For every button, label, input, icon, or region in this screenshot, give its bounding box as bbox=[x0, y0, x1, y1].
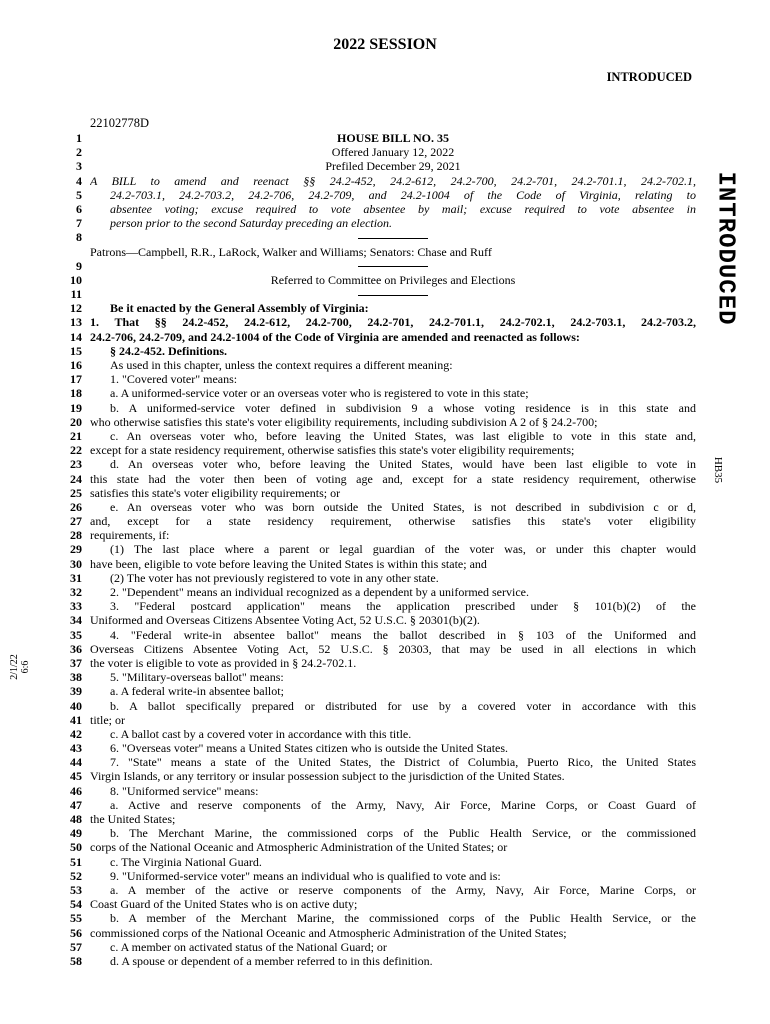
line-text: Coast Guard of the United States who is on active duty; bbox=[90, 897, 358, 912]
line-text: title; or bbox=[90, 712, 125, 727]
line-text: Virgin Islands, or any territory or insular possession subject to the jurisdiction of the United States. bbox=[90, 769, 565, 784]
bill-line bbox=[60, 287, 696, 301]
line-text: A BILL to amend and reenact §§ 24.2-452, 24.2-612, 24.2-700, 24.2-701, 24.2-701.1, 24.2-702.1, bbox=[90, 173, 696, 188]
bill-line bbox=[60, 557, 696, 571]
line-text: d. An overseas voter who, before leaving the United States, would have been last eligible to vote in bbox=[110, 457, 696, 472]
bill-line bbox=[60, 230, 696, 244]
line-text bbox=[90, 230, 696, 244]
line-text bbox=[90, 259, 696, 273]
line-text: (2) The voter has not previously registered to vote in any other state. bbox=[110, 570, 439, 585]
line-number: 53 bbox=[70, 882, 82, 897]
line-text: b. A member of the Merchant Marine, the commissioned corps of the Public Health Service, or the bbox=[110, 911, 696, 926]
bill-line bbox=[60, 713, 696, 727]
vertical-introduced-label: INTRODUCED bbox=[711, 171, 739, 326]
line-number: 3 bbox=[76, 159, 82, 174]
line-text: a. A member of the active or reserve components of the Army, Navy, Air Force, Marine Corps, or bbox=[110, 882, 696, 897]
line-number: 25 bbox=[70, 485, 82, 500]
line-text: Uniformed and Overseas Citizens Absentee Voting Act, 52 U.S.C. § 20301(b)(2). bbox=[90, 613, 480, 628]
bill-line bbox=[60, 727, 696, 741]
bill-line bbox=[60, 386, 696, 400]
bill-line bbox=[60, 429, 696, 443]
bill-text bbox=[60, 131, 696, 968]
line-text: a. A federal write-in absentee ballot; bbox=[110, 684, 284, 699]
line-number: 39 bbox=[70, 684, 82, 699]
line-text: e. An overseas voter who was born outside the United States, is not described in subdivision c or d, bbox=[110, 499, 696, 514]
line-text: the voter is eligible to vote as provided in § 24.2-702.1. bbox=[90, 655, 357, 670]
line-number: 20 bbox=[70, 414, 82, 429]
line-text: a. Active and reserve components of the Army, Navy, Air Force, Marine Corps, or Coast Guard of bbox=[110, 797, 696, 812]
line-text: c. An overseas voter who, before leaving the United States, was last eligible to vote in this state and, bbox=[110, 428, 696, 443]
line-number: 54 bbox=[70, 897, 82, 912]
line-number: 56 bbox=[70, 925, 82, 940]
bill-line bbox=[60, 755, 696, 769]
line-number: 26 bbox=[70, 499, 82, 514]
line-text: Prefiled December 29, 2021 bbox=[325, 159, 461, 174]
line-number: 46 bbox=[70, 783, 82, 798]
line-text: c. The Virginia National Guard. bbox=[110, 854, 262, 869]
line-number: 22 bbox=[70, 443, 82, 458]
bill-line bbox=[60, 798, 696, 812]
line-number: 9 bbox=[76, 258, 82, 273]
bill-line bbox=[60, 585, 696, 599]
line-number: 42 bbox=[70, 726, 82, 741]
line-text: Patrons—Campbell, R.R., LaRock, Walker and Williams; Senators: Chase and Ruff bbox=[90, 244, 492, 259]
bill-line bbox=[60, 628, 696, 642]
line-text: satisfies this state's voter eligibility requirements; or bbox=[90, 485, 341, 500]
separator-rule bbox=[358, 295, 428, 296]
bill-line bbox=[60, 259, 696, 273]
separator-rule bbox=[358, 266, 428, 267]
line-number: 49 bbox=[70, 826, 82, 841]
bill-line bbox=[60, 131, 696, 145]
bill-line bbox=[60, 656, 696, 670]
line-number: 51 bbox=[70, 854, 82, 869]
line-text: corps of the National Oceanic and Atmospheric Administration of the United States; or bbox=[90, 840, 508, 855]
bill-line bbox=[60, 528, 696, 542]
bill-line bbox=[60, 826, 696, 840]
bill-line bbox=[60, 315, 696, 329]
line-number: 34 bbox=[70, 613, 82, 628]
line-text: except for a state residency requirement, otherwise satisfies this state's voter eligibility requirements; bbox=[90, 443, 575, 458]
line-number: 21 bbox=[70, 428, 82, 443]
bill-line bbox=[60, 358, 696, 372]
line-text: c. A ballot cast by a covered voter in accordance with this title. bbox=[110, 726, 412, 741]
line-text: 9. "Uniformed-service voter" means an individual who is qualified to vote and is: bbox=[110, 868, 501, 883]
bill-line bbox=[60, 812, 696, 826]
line-text: 24.2-703.1, 24.2-703.2, 24.2-706, 24.2-709, and 24.2-1004 of the Code of Virginia, relating to bbox=[110, 187, 696, 202]
line-text: Overseas Citizens Absentee Voting Act, 52 U.S.C. § 20303, that may be used in all elections in which bbox=[90, 641, 696, 656]
separator-rule bbox=[358, 238, 428, 239]
line-number: 24 bbox=[70, 471, 82, 486]
bill-line bbox=[60, 911, 696, 925]
line-number: 29 bbox=[70, 542, 82, 557]
line-number bbox=[60, 245, 82, 259]
bill-line bbox=[60, 769, 696, 783]
line-number: 10 bbox=[70, 272, 82, 287]
line-number: 43 bbox=[70, 741, 82, 756]
line-number: 50 bbox=[70, 840, 82, 855]
line-number: 57 bbox=[70, 939, 82, 954]
bill-line bbox=[60, 542, 696, 556]
bill-line bbox=[60, 273, 696, 287]
line-number: 19 bbox=[70, 400, 82, 415]
bill-line bbox=[60, 159, 696, 173]
bill-line bbox=[60, 926, 696, 940]
bill-line bbox=[60, 883, 696, 897]
bill-line bbox=[60, 301, 696, 315]
bill-line bbox=[60, 202, 696, 216]
line-text: § 24.2-452. Definitions. bbox=[110, 343, 227, 358]
line-number: 27 bbox=[70, 514, 82, 529]
bill-line bbox=[60, 684, 696, 698]
line-number: 1 bbox=[76, 131, 82, 145]
bill-line bbox=[60, 954, 696, 968]
date-stamp: 2/1/22 6:6 bbox=[9, 654, 31, 680]
bill-line bbox=[60, 401, 696, 415]
line-text: c. A member on activated status of the National Guard; or bbox=[110, 939, 387, 954]
line-number: 7 bbox=[76, 216, 82, 231]
line-text: 8. "Uniformed service" means: bbox=[110, 783, 259, 798]
line-text: b. A ballot specifically prepared or distributed for use by a covered voter in accordance with this bbox=[110, 698, 696, 713]
line-number: 31 bbox=[70, 570, 82, 585]
line-number: 18 bbox=[70, 386, 82, 401]
bill-line bbox=[60, 457, 696, 471]
line-text: Offered January 12, 2022 bbox=[331, 145, 455, 160]
line-number: 17 bbox=[70, 372, 82, 387]
line-number: 28 bbox=[70, 528, 82, 543]
line-text: and, except for a state residency requirement, otherwise satisfies this state's voter eligibility bbox=[90, 514, 696, 529]
line-number: 40 bbox=[70, 698, 82, 713]
bill-line bbox=[60, 372, 696, 386]
line-text: 1. "Covered voter" means: bbox=[110, 372, 238, 387]
line-number: 5 bbox=[76, 187, 82, 202]
line-number: 30 bbox=[70, 556, 82, 571]
bill-line bbox=[60, 472, 696, 486]
line-number: 23 bbox=[70, 457, 82, 472]
line-text: 1. That §§ 24.2-452, 24.2-612, 24.2-700, 24.2-701, 24.2-701.1, 24.2-702.1, 24.2-703.1, 24.2-703.2, bbox=[90, 315, 696, 330]
line-number: 58 bbox=[70, 953, 82, 968]
line-number: 47 bbox=[70, 797, 82, 812]
line-text: b. A uniformed-service voter defined in subdivision 9 a whose voting residence is in this state and bbox=[110, 400, 696, 415]
bill-line bbox=[60, 245, 696, 259]
status-label: INTRODUCED bbox=[606, 70, 692, 84]
line-text: d. A spouse or dependent of a member referred to in this definition. bbox=[110, 953, 433, 968]
line-number: 38 bbox=[70, 670, 82, 685]
line-number: 55 bbox=[70, 911, 82, 926]
line-text: the United States; bbox=[90, 812, 176, 826]
bill-line bbox=[60, 599, 696, 613]
line-text: 24.2-706, 24.2-709, and 24.2-1004 of the Code of Virginia are amended and reenacted as follows: bbox=[90, 329, 580, 344]
line-text: b. The Merchant Marine, the commissioned corps of the Public Health Service, or the commissioned bbox=[110, 826, 696, 841]
bill-line bbox=[60, 188, 696, 202]
line-number: 12 bbox=[70, 301, 82, 316]
line-text: absentee voting; excuse required to vote absentee by mail; excuse required to vote absentee in bbox=[110, 201, 696, 216]
bill-line bbox=[60, 571, 696, 585]
line-number: 35 bbox=[70, 627, 82, 642]
session-title: 2022 SESSION bbox=[333, 36, 437, 53]
bill-line bbox=[60, 443, 696, 457]
bill-line bbox=[60, 500, 696, 514]
line-text: person prior to the second Saturday preceding an election. bbox=[110, 216, 393, 231]
line-text: this state had the voter then been of voting age and, except for a state residency requirement, otherwise bbox=[90, 471, 696, 486]
bill-line bbox=[60, 897, 696, 911]
line-text: 6. "Overseas voter" means a United States citizen who is outside the United States. bbox=[110, 741, 509, 756]
line-text: HOUSE BILL NO. 35 bbox=[336, 131, 450, 145]
line-number: 41 bbox=[70, 712, 82, 727]
line-text: 3. "Federal postcard application" means the application prescribed under § 101(b)(2) of the bbox=[110, 599, 696, 614]
line-text: 4. "Federal write-in absentee ballot" means the ballot described in § 103 of the Uniformed and bbox=[110, 627, 696, 642]
bill-line bbox=[60, 670, 696, 684]
bill-line bbox=[60, 699, 696, 713]
line-number: 16 bbox=[70, 358, 82, 372]
line-text: 2. "Dependent" means an individual recognized as a dependent by a uniformed service. bbox=[110, 585, 529, 599]
line-number: 32 bbox=[70, 585, 82, 599]
bill-code-label: HB35 bbox=[712, 456, 725, 484]
bill-line bbox=[60, 855, 696, 869]
bill-line bbox=[60, 486, 696, 500]
line-number: 36 bbox=[70, 641, 82, 656]
bill-line bbox=[60, 613, 696, 627]
line-number: 15 bbox=[70, 343, 82, 358]
line-number: 44 bbox=[70, 755, 82, 770]
line-text: Be it enacted by the General Assembly of Virginia: bbox=[110, 301, 369, 316]
bill-line bbox=[60, 174, 696, 188]
bill-line bbox=[60, 216, 696, 230]
line-number: 37 bbox=[70, 655, 82, 670]
line-text: requirements, if: bbox=[90, 528, 170, 543]
line-number: 8 bbox=[76, 230, 82, 245]
line-number: 48 bbox=[70, 812, 82, 826]
line-text: have been, eligible to vote before leaving the United States is within this state; and bbox=[90, 556, 487, 571]
line-number: 52 bbox=[70, 868, 82, 883]
line-text: (1) The last place where a parent or legal guardian of the voter was, or under this chapter would bbox=[110, 542, 696, 557]
line-text: Referred to Committee on Privileges and Elections bbox=[270, 272, 516, 287]
bill-line bbox=[60, 642, 696, 656]
bill-line bbox=[60, 869, 696, 883]
bill-line bbox=[60, 741, 696, 755]
line-text: 7. "State" means a state of the United States, the District of Columbia, Puerto Rico, the United States bbox=[110, 755, 696, 770]
line-text: 5. "Military-overseas ballot" means: bbox=[110, 670, 284, 685]
bill-line bbox=[60, 330, 696, 344]
line-text bbox=[90, 287, 696, 301]
line-text: who otherwise satisfies this state's voter eligibility requirements, including subdivision A 2 of § 24.2-700; bbox=[90, 414, 598, 429]
line-number: 11 bbox=[70, 287, 82, 302]
bill-line bbox=[60, 784, 696, 798]
bill-line bbox=[60, 514, 696, 528]
bill-line bbox=[60, 940, 696, 954]
bill-line bbox=[60, 344, 696, 358]
line-text: a. A uniformed-service voter or an overseas voter who is registered to vote in this state; bbox=[110, 386, 529, 401]
line-text: commissioned corps of the National Oceanic and Atmospheric Administration of the United States; bbox=[90, 925, 567, 940]
line-number: 45 bbox=[70, 769, 82, 784]
line-number: 6 bbox=[76, 201, 82, 216]
line-text: As used in this chapter, unless the context requires a different meaning: bbox=[110, 358, 453, 372]
line-number: 2 bbox=[76, 145, 82, 160]
bill-line bbox=[60, 145, 696, 159]
line-number: 33 bbox=[70, 599, 82, 614]
line-number: 14 bbox=[70, 329, 82, 344]
document-id: 22102778D bbox=[90, 116, 150, 130]
line-number: 13 bbox=[70, 315, 82, 330]
line-number: 4 bbox=[76, 173, 82, 188]
bill-line bbox=[60, 415, 696, 429]
bill-line bbox=[60, 840, 696, 854]
